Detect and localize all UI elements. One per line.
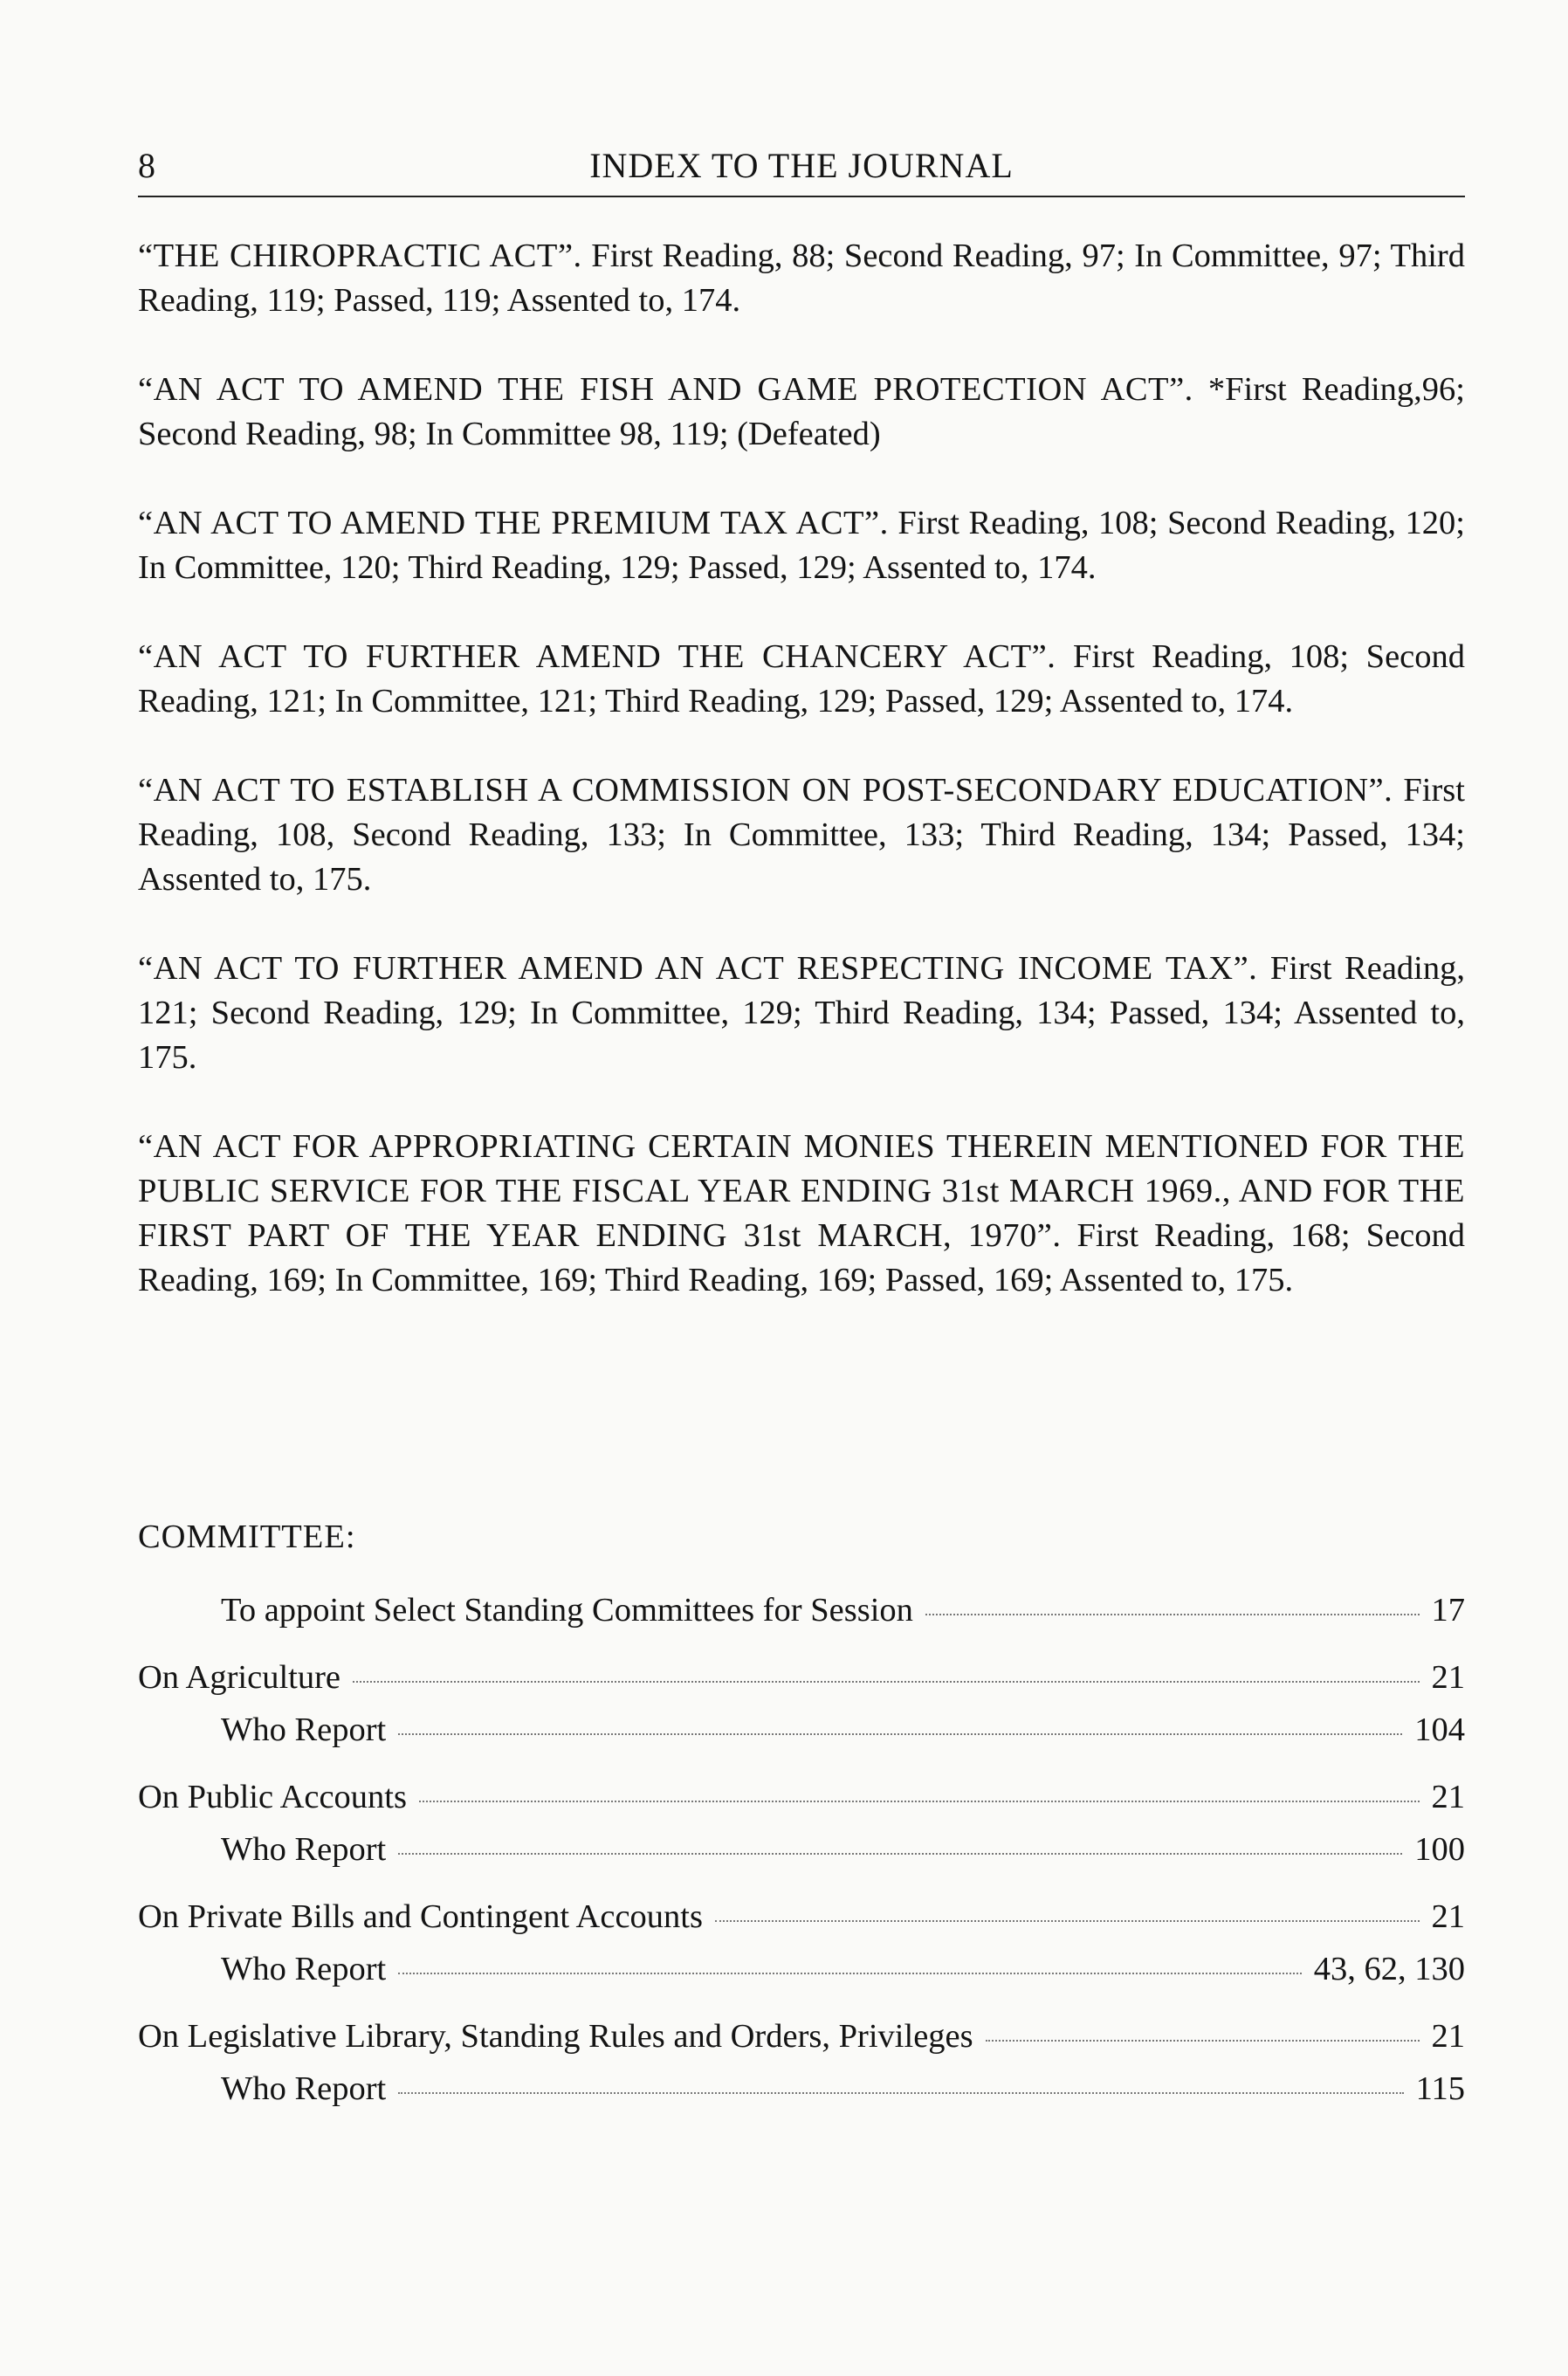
dot-leader bbox=[398, 2092, 1403, 2094]
committee-heading: COMMITTEE: bbox=[138, 1519, 356, 1555]
committee-list bbox=[138, 1591, 1465, 2122]
committee-row bbox=[138, 1950, 1465, 2002]
committee-label: Who Report bbox=[221, 1711, 387, 1748]
committee-row bbox=[138, 1658, 1465, 1711]
bill-title: “AN ACT TO FURTHER AMEND AN ACT RESPECTING INCOME TAX”. bbox=[138, 950, 1258, 987]
page-number: 8 bbox=[138, 146, 155, 185]
committee-label: Who Report bbox=[221, 1951, 387, 1987]
bill-readings: First Reading, 88; Second Reading, 97; In Committee, 97; Third Reading, 119; Passed, 119; Assented to, 174. bbox=[138, 238, 1465, 319]
dot-leader bbox=[925, 1614, 1420, 1615]
committee-pages: 43, 62, 130 bbox=[1313, 1951, 1465, 1987]
bill-entry bbox=[138, 947, 1465, 1080]
committee-pages: 21 bbox=[1431, 1898, 1465, 1935]
bill-entry bbox=[138, 368, 1465, 457]
dot-leader bbox=[353, 1681, 1419, 1683]
bill-title: “AN ACT TO FURTHER AMEND THE CHANCERY ACT”. bbox=[138, 638, 1056, 675]
committee-row bbox=[138, 1591, 1465, 1643]
committee-pages: 115 bbox=[1415, 2070, 1465, 2107]
bill-title: “THE CHIROPRACTIC ACT”. bbox=[138, 238, 582, 274]
committee-row bbox=[138, 2070, 1465, 2122]
bill-readings: *First Reading,96; Second Reading, 98; In Committee 98, 119; (Defeated) bbox=[138, 371, 1465, 452]
dot-leader bbox=[419, 1801, 1420, 1802]
bill-entries bbox=[138, 234, 1465, 1347]
dot-leader bbox=[398, 1733, 1402, 1735]
running-head: INDEX TO THE JOURNAL bbox=[589, 146, 1014, 185]
bill-title: “AN ACT TO AMEND THE PREMIUM TAX ACT”. bbox=[138, 505, 889, 541]
dot-leader bbox=[398, 1973, 1302, 1974]
committee-pages: 21 bbox=[1431, 1779, 1465, 1815]
dot-leader bbox=[398, 1853, 1402, 1855]
bill-readings: First Reading, 108; Second Reading, 121; In Committee, 121; Third Reading, 129; Passed, 129; Assented to, 174. bbox=[138, 638, 1465, 720]
dot-leader bbox=[715, 1920, 1420, 1922]
committee-label: On Private Bills and Contingent Accounts bbox=[138, 1898, 703, 1935]
bill-entry bbox=[138, 501, 1465, 590]
bill-entry bbox=[138, 234, 1465, 323]
committee-label: On Agriculture bbox=[138, 1659, 341, 1696]
bill-readings: First Reading, 121; Second Reading, 129; In Committee, 129; Third Reading, 134; Passed, 134; Assented to, 175. bbox=[138, 950, 1465, 1076]
committee-label: To appoint Select Standing Committees for Session bbox=[221, 1592, 913, 1629]
committee-row bbox=[138, 1778, 1465, 1830]
bill-readings: First Reading, 168; Second Reading, 169; In Committee, 169; Third Reading, 169; Passed, 169; Assented to, 175. bbox=[138, 1217, 1465, 1298]
committee-row bbox=[138, 1830, 1465, 1883]
committee-pages: 21 bbox=[1431, 1659, 1465, 1696]
committee-label: On Legislative Library, Standing Rules and Orders, Privileges bbox=[138, 2018, 973, 2055]
bill-entry bbox=[138, 635, 1465, 724]
header-rule bbox=[138, 196, 1465, 197]
committee-pages: 100 bbox=[1414, 1831, 1465, 1868]
bill-title: “AN ACT TO AMEND THE FISH AND GAME PROTECTION ACT”. bbox=[138, 371, 1193, 408]
bill-entry bbox=[138, 768, 1465, 902]
committee-label: Who Report bbox=[221, 1831, 387, 1868]
bill-readings: First Reading, 108, Second Reading, 133; In Committee, 133; Third Reading, 134; Passed, 134; Assented to, 175. bbox=[138, 772, 1465, 898]
committee-pages: 17 bbox=[1431, 1592, 1465, 1629]
committee-row bbox=[138, 1897, 1465, 1950]
committee-label: Who Report bbox=[221, 2070, 387, 2107]
committee-label: On Public Accounts bbox=[138, 1779, 407, 1815]
committee-row bbox=[138, 1711, 1465, 1763]
bill-title: “AN ACT FOR APPROPRIATING CERTAIN MONIES THEREIN MENTIONED FOR THE PUBLIC SERVICE FOR THE FISCAL YEAR ENDING 31st MARCH 1969., AND FOR THE FIRST PART OF THE YEAR ENDING 31st MARCH, 1970”. bbox=[138, 1128, 1465, 1254]
committee-row bbox=[138, 2017, 1465, 2070]
bill-entry bbox=[138, 1125, 1465, 1303]
dot-leader bbox=[986, 2040, 1420, 2042]
bill-readings: First Reading, 108; Second Reading, 120; In Committee, 120; Third Reading, 129; Passed, 129; Assented to, 174. bbox=[138, 505, 1465, 586]
committee-pages: 104 bbox=[1414, 1711, 1465, 1748]
committee-pages: 21 bbox=[1431, 2018, 1465, 2055]
bill-title: “AN ACT TO ESTABLISH A COMMISSION ON POST-SECONDARY EDUCATION”. bbox=[138, 772, 1393, 809]
page-header bbox=[138, 140, 1465, 201]
